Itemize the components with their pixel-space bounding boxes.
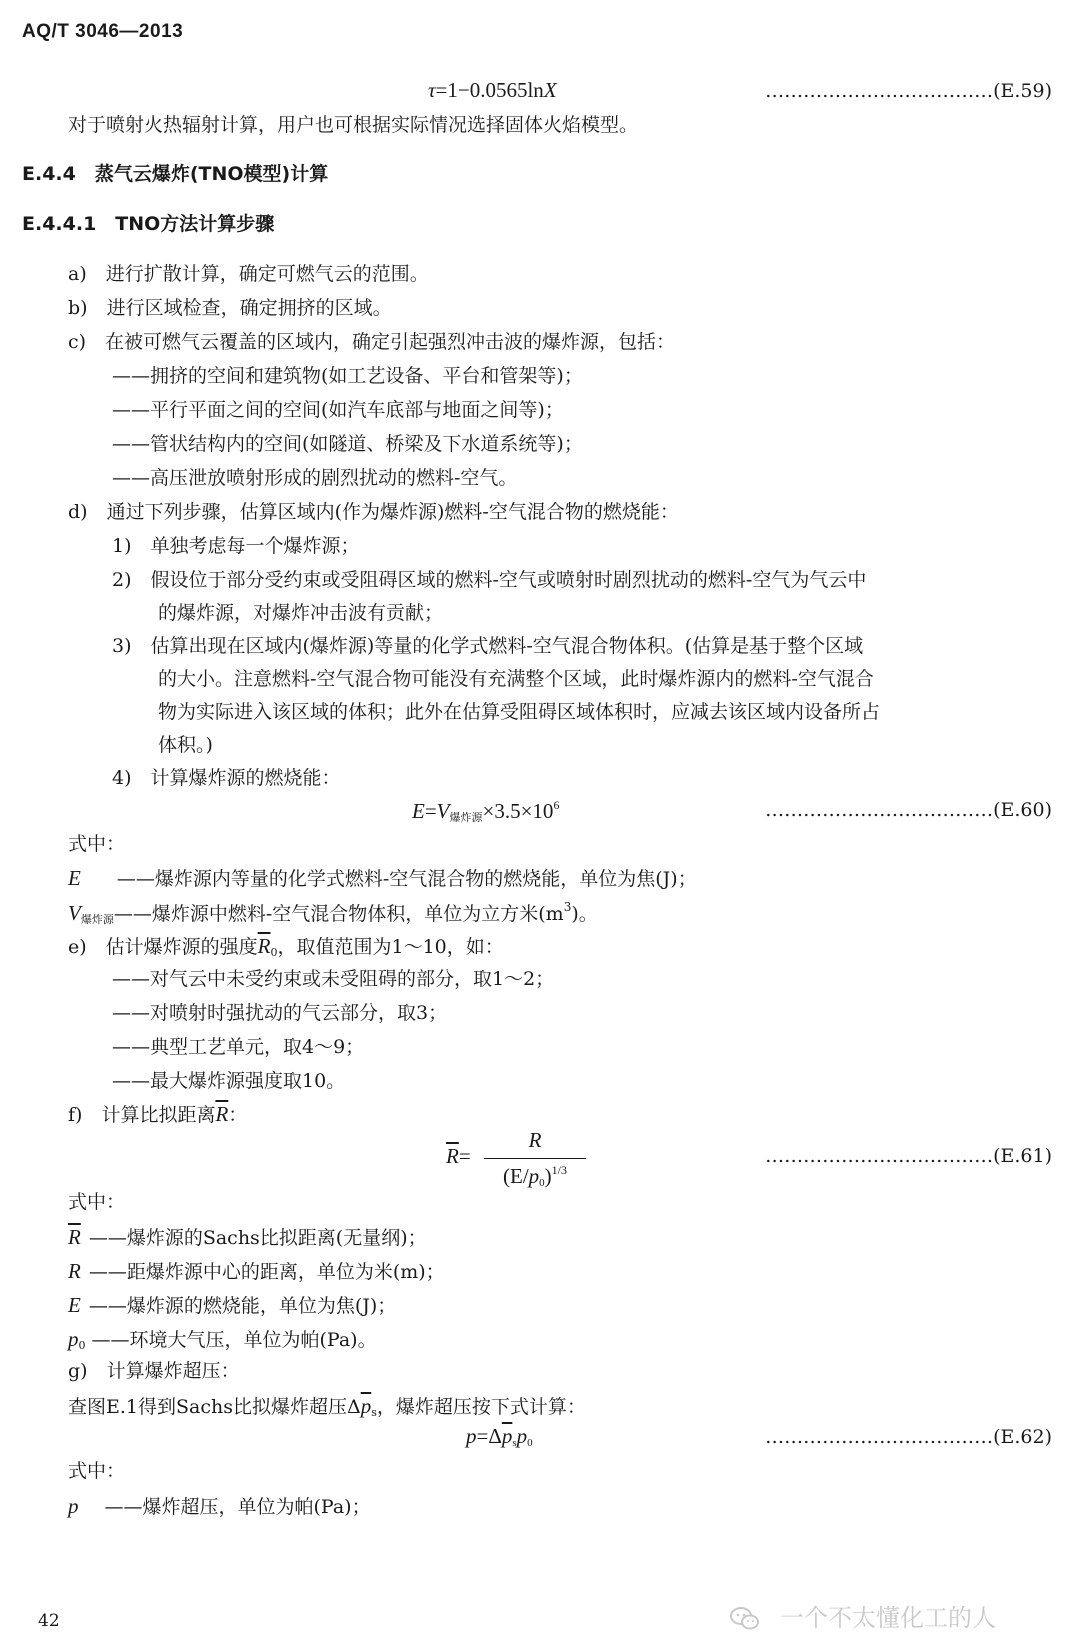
step-c-item: ——拥挤的空间和建筑物(如工艺设备、平台和管架等)； [112,365,583,387]
step-d1: 1) 单独考虑每一个爆炸源； [112,535,360,557]
step-c-item: ——平行平面之间的空间(如汽车底部与地面之间等)； [112,399,564,421]
step-e: e) 估计爆炸源的强度$\overline{R}_0$，取值范围为1～10，如： [68,934,504,959]
fraction-denominator: $(E/p_0)^{1/3}$ [503,1163,567,1189]
step-d3-cont: 体积。) [158,734,213,756]
step-e-item: ——典型工艺单元，取4～9； [112,1036,365,1058]
definition-p0: $p_0$ ——环境大气压，单位为帕(Pa)。 [68,1327,377,1352]
step-e-item: ——对气云中未受约束或未受阻碍的部分，取1～2； [112,968,555,990]
fraction-numerator: R [528,1128,542,1152]
step-f: f) 计算比拟距离$\overline{R}$： [68,1102,248,1126]
step-d2: 2) 假设位于部分受约束或受阻碍区域的燃料-空气或喷射时剧烈扰动的燃料-空气为气云中 [112,569,867,591]
equation-e61-fraction [484,1130,586,1192]
definition-r: R ——距爆炸源中心的距离，单位为米(m)； [68,1259,445,1283]
equation-e61-lhs: $\overline{R}=$ [446,1144,471,1168]
equation-e59-number: ………………………………(E.59) [765,80,1052,102]
equation-e60-number: ………………………………(E.60) [765,799,1052,821]
equation-e62-number: ………………………………(E.62) [765,1426,1052,1448]
step-e-item: ——对喷射时强扰动的气云部分，取3； [112,1002,448,1024]
step-d3: 3) 估算出现在区域内(爆炸源)等量的化学式燃料-空气混合物体积。(估算是基于整个区域 [112,635,864,657]
fraction-bar [484,1158,586,1159]
step-d3-cont: 物为实际进入该区域的体积；此外在估算受阻碍区域体积时，应减去该区域内设备所占 [158,701,881,723]
step-d: d) 通过下列步骤，估算区域内(作为爆炸源)燃料-空气混合物的燃烧能： [68,501,679,523]
step-e-item: ——最大爆炸源强度取10。 [112,1070,346,1092]
where-label: 式中： [68,1460,126,1482]
step-c-item: ——高压泄放喷射形成的剧烈扰动的燃料-空气。 [112,467,518,489]
definition-p: p ——爆炸超压，单位为帕(Pa)； [68,1494,371,1518]
equation-e60: $E=V_{爆炸源}\times 3.5\times 10^6$ [412,798,560,824]
section-heading-e4441: E.4.4.1 TNO方法计算步骤 [22,213,275,235]
step-b: b) 进行区域检查，确定拥挤的区域。 [68,297,392,319]
page-number: 42 [38,1611,60,1631]
step-g: g) 计算爆炸超压： [68,1360,240,1382]
step-g-text: 查图E.1得到Sachs比拟爆炸超压$\Delta\overline{p}_s$，爆炸超压按下式计算： [68,1394,586,1419]
equation-e61-number: ………………………………(E.61) [765,1145,1052,1167]
wechat-icon [730,1606,760,1632]
section-heading-e444: E.4.4 蒸气云爆炸(TNO模型)计算 [22,163,329,185]
where-label: 式中： [68,1191,126,1213]
equation-e59: τ=1−0.0565lnX [428,78,557,102]
paragraph-jet-fire: 对于喷射火热辐射计算，用户也可根据实际情况选择固体火焰模型。 [68,114,639,136]
definition-e: E ——爆炸源的燃烧能，单位为焦(J)； [68,1293,397,1317]
definition-r-bar: $\overline{R}$ ——爆炸源的Sachs比拟距离(无量纲)； [68,1225,427,1249]
definition-e: E ——爆炸源内等量的化学式燃料-空气混合物的燃烧能，单位为焦(J)； [68,866,697,890]
doc-header: AQ/T 3046—2013 [22,21,184,42]
step-d2-cont: 的爆炸源，对爆炸冲击波有贡献； [158,602,444,624]
equation-e62: $p=\Delta\overline{p}_sp_0$ [466,1424,533,1449]
step-c-item: ——管状结构内的空间(如隧道、桥梁及下水道系统等)； [112,433,583,455]
where-label: 式中： [68,833,126,855]
step-d4: 4) 计算爆炸源的燃烧能： [112,767,341,789]
definition-v: $V_{爆炸源}——$爆炸源中燃料-空气混合物体积，单位为立方米$(m^3)$。 [68,900,598,926]
step-d3-cont: 的大小。注意燃料-空气混合物可能没有充满整个区域，此时爆炸源内的燃料-空气混合 [158,668,874,690]
step-a: a) 进行扩散计算，确定可燃气云的范围。 [68,263,429,285]
step-c: c) 在被可燃气云覆盖的区域内，确定引起强烈冲击波的爆炸源，包括： [68,331,676,353]
watermark-text: 一个不太懂化工的人 [780,1604,996,1632]
